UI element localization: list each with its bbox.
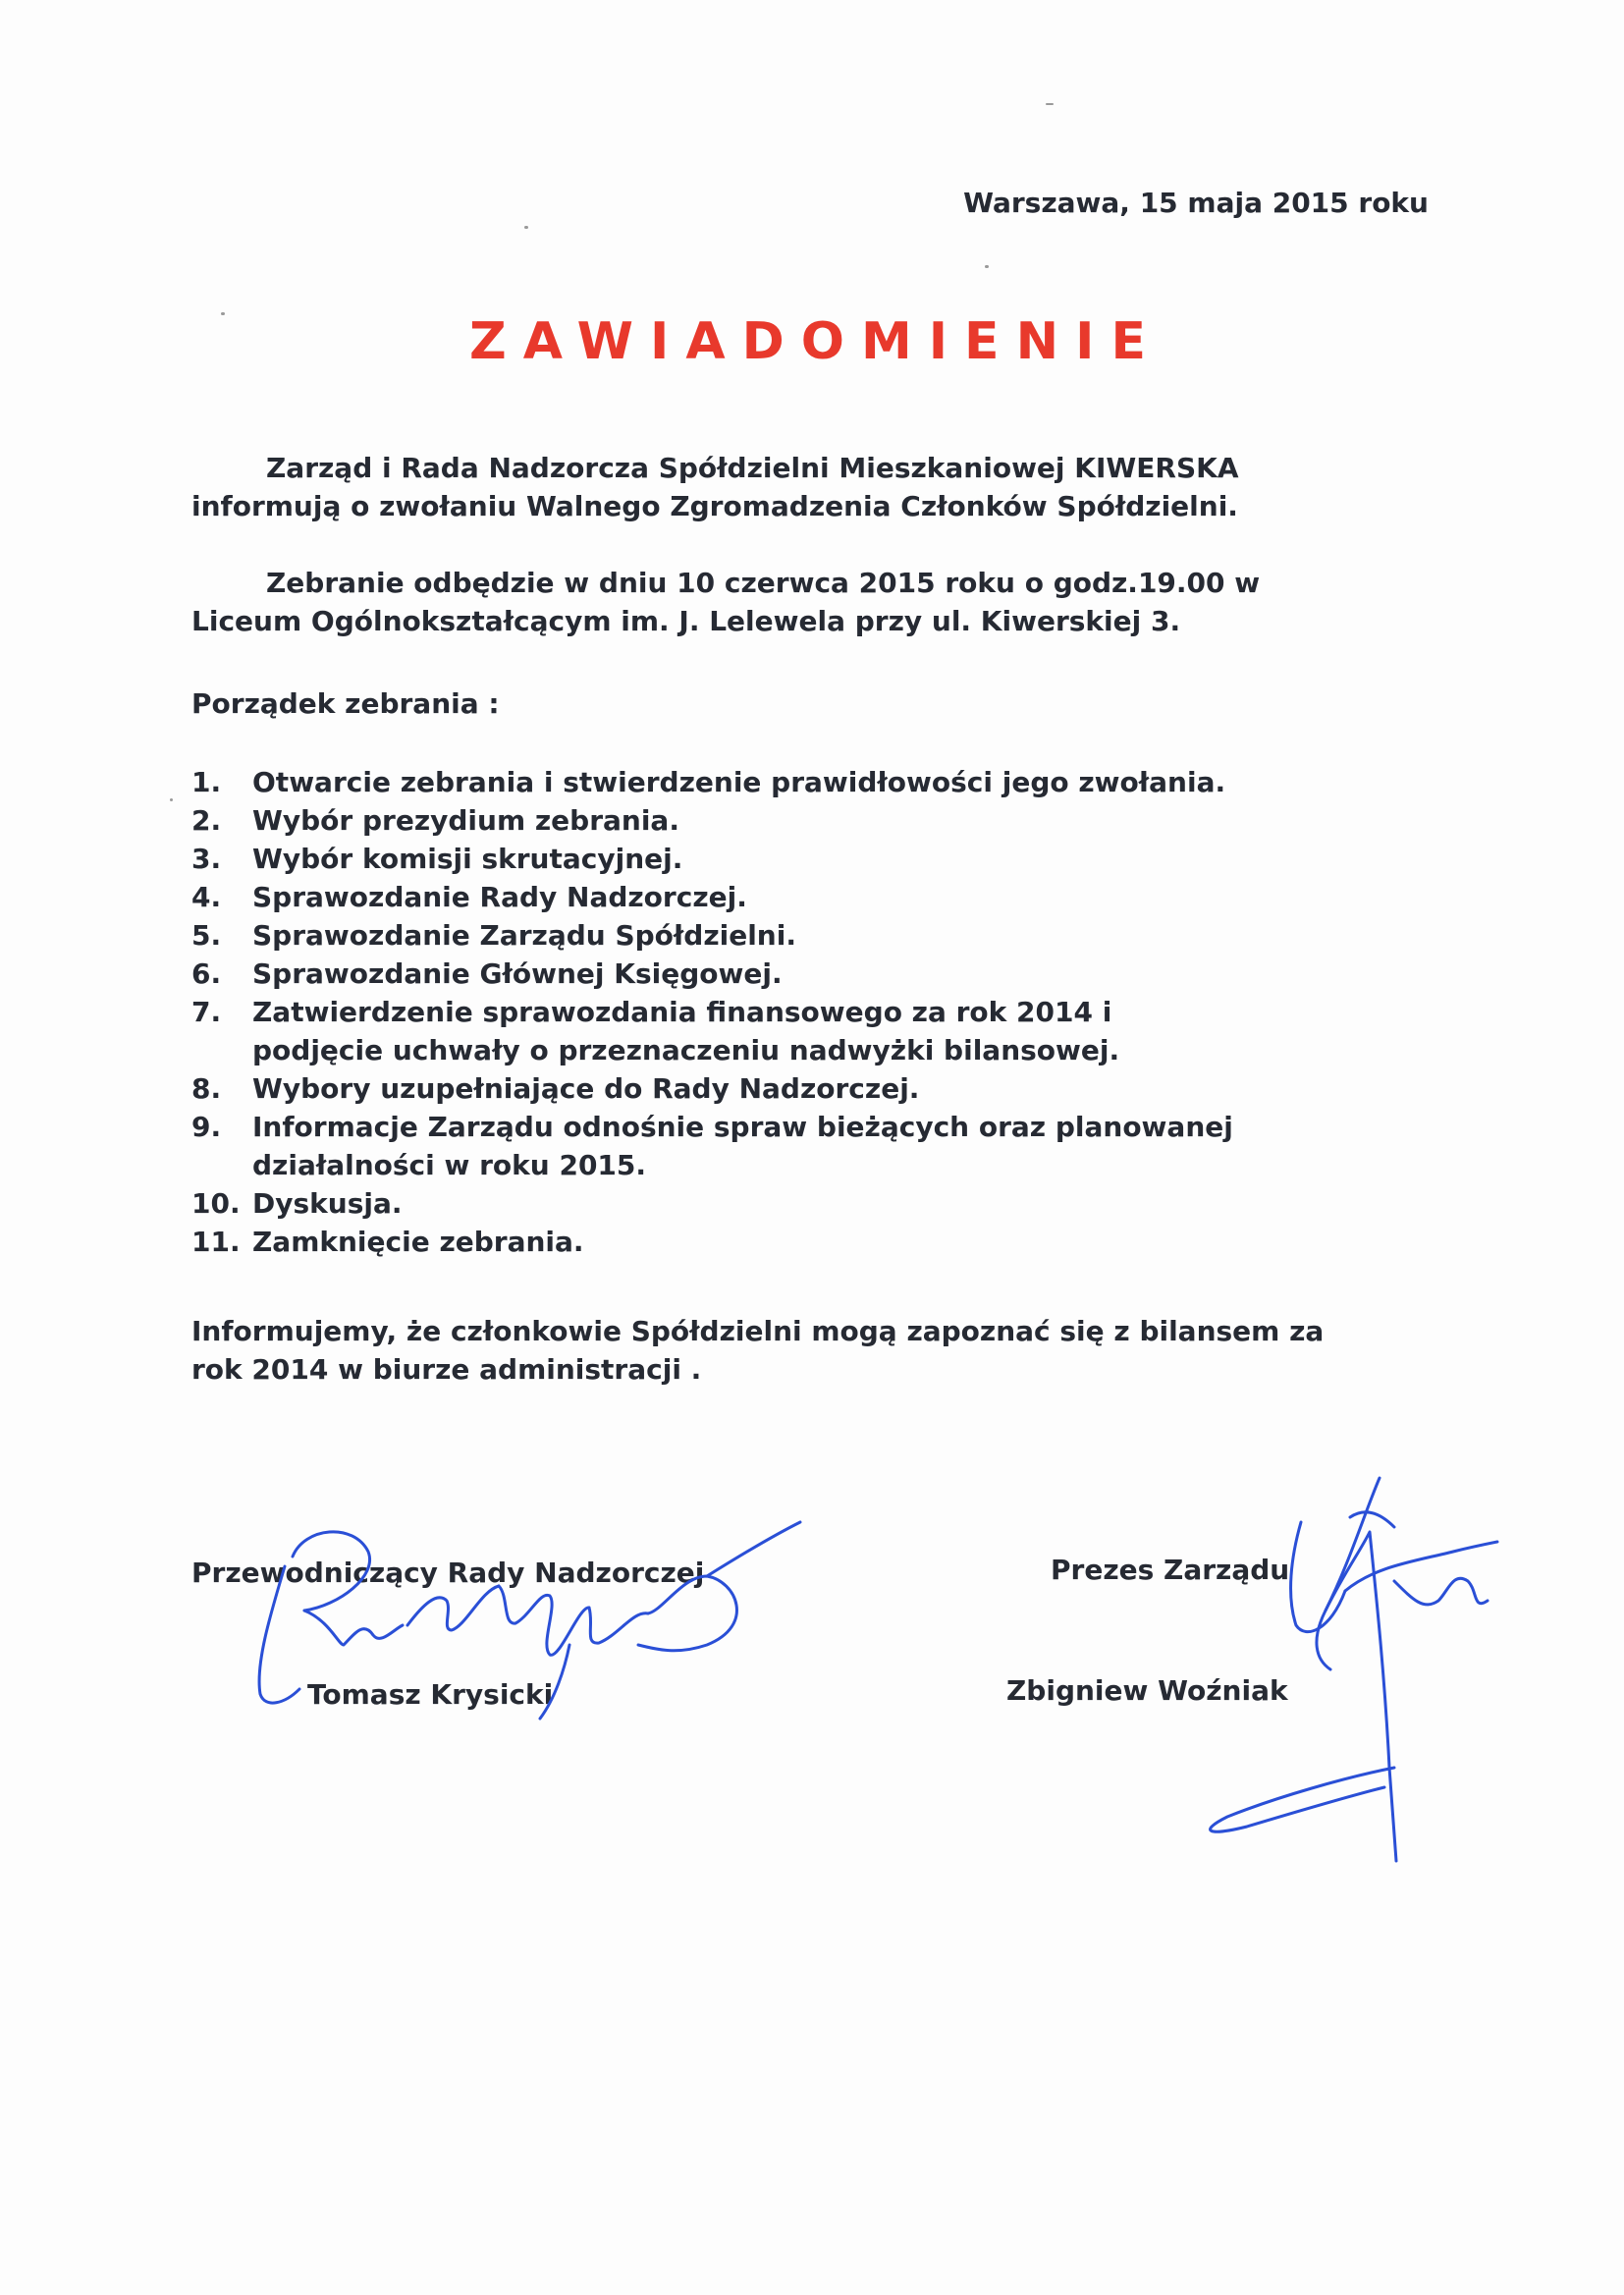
agenda-item-text: Wybory uzupełniające do Rady Nadzorczej.	[252, 1072, 920, 1105]
agenda-item-number: 10.	[191, 1187, 241, 1220]
agenda-item-text: Informacje Zarządu odnośnie spraw bieżących oraz planowanej działalności w roku 2015.	[252, 1111, 1233, 1181]
agenda-item-text: Otwarcie zebrania i stwierdzenie prawidłowości jego zwołania.	[252, 766, 1226, 798]
agenda-item	[191, 993, 1370, 1069]
scan-speck	[1046, 103, 1054, 105]
date-line: Warszawa, 15 maja 2015 roku	[963, 187, 1429, 219]
meeting-info-text: Zebranie odbędzie w dniu 10 czerwca 2015 roku o godz.19.00 w Liceum Ogólnokształcącym im. J. Lelewela przy ul. Kiwerskiej 3.	[191, 567, 1261, 637]
agenda-item-number: 4.	[191, 881, 222, 913]
intro-text: Zarząd i Rada Nadzorcza Spółdzielni Mieszkaniowej KIWERSKA informują o zwołaniu Walnego Zgromadzenia Członków Spółdzielni.	[191, 452, 1239, 522]
signatory-name-right: Zbigniew Woźniak	[1006, 1674, 1288, 1707]
signatory-name-left: Tomasz Krysicki	[307, 1678, 554, 1711]
agenda-item	[191, 1184, 1370, 1223]
agenda-heading: Porządek zebrania :	[191, 687, 500, 720]
agenda-item	[191, 878, 1370, 916]
agenda-item	[191, 1108, 1370, 1184]
scan-speck	[524, 226, 528, 229]
agenda-list	[191, 763, 1370, 1261]
agenda-item-text: Zamknięcie zebrania.	[252, 1226, 584, 1258]
handwritten-signature-left	[245, 1498, 815, 1733]
agenda-item-number: 1.	[191, 766, 222, 798]
agenda-item	[191, 1069, 1370, 1108]
agenda-item-number: 6.	[191, 957, 222, 990]
agenda-item-text: Dyskusja.	[252, 1187, 403, 1220]
agenda-item-text: Wybór prezydium zebrania.	[252, 804, 679, 837]
agenda-item-number: 3.	[191, 843, 222, 875]
signatory-title-right: Prezes Zarządu	[1051, 1554, 1290, 1586]
meeting-info-paragraph	[191, 564, 1350, 640]
agenda-item-text: Zatwierdzenie sprawozdania finansowego za rok 2014 i podjęcie uchwały o przeznaczeniu nadwyżki bilansowej.	[252, 996, 1120, 1066]
handwritten-signature-right	[1100, 1473, 1512, 1885]
scan-speck	[985, 265, 989, 268]
agenda-item	[191, 763, 1370, 801]
agenda-item-number: 5.	[191, 919, 222, 952]
agenda-item-number: 2.	[191, 804, 222, 837]
signatory-title-left: Przewodniczący Rady Nadzorczej	[191, 1557, 705, 1589]
agenda-item-text: Sprawozdanie Rady Nadzorczej.	[252, 881, 747, 913]
agenda-item-number: 8.	[191, 1072, 222, 1105]
closing-paragraph: Informujemy, że członkowie Spółdzielni mogą zapoznać się z bilansem za rok 2014 w biurze administracji .	[191, 1315, 1325, 1386]
agenda-item	[191, 955, 1370, 993]
agenda-item	[191, 840, 1370, 878]
agenda-item-number: 11.	[191, 1226, 241, 1258]
agenda-item-text: Sprawozdanie Głównej Księgowej.	[252, 957, 783, 990]
agenda-item	[191, 801, 1370, 840]
scan-speck	[221, 312, 225, 315]
agenda-item-number: 7.	[191, 996, 222, 1028]
intro-paragraph	[191, 449, 1350, 525]
agenda-item	[191, 916, 1370, 955]
agenda-item	[191, 1223, 1370, 1261]
document-title: ZAWIADOMIENIE	[469, 312, 1163, 371]
agenda-item-text: Sprawozdanie Zarządu Spółdzielni.	[252, 919, 796, 952]
agenda-item-number: 9.	[191, 1111, 222, 1143]
scan-speck	[170, 798, 173, 801]
agenda-item-text: Wybór komisji skrutacyjnej.	[252, 843, 683, 875]
